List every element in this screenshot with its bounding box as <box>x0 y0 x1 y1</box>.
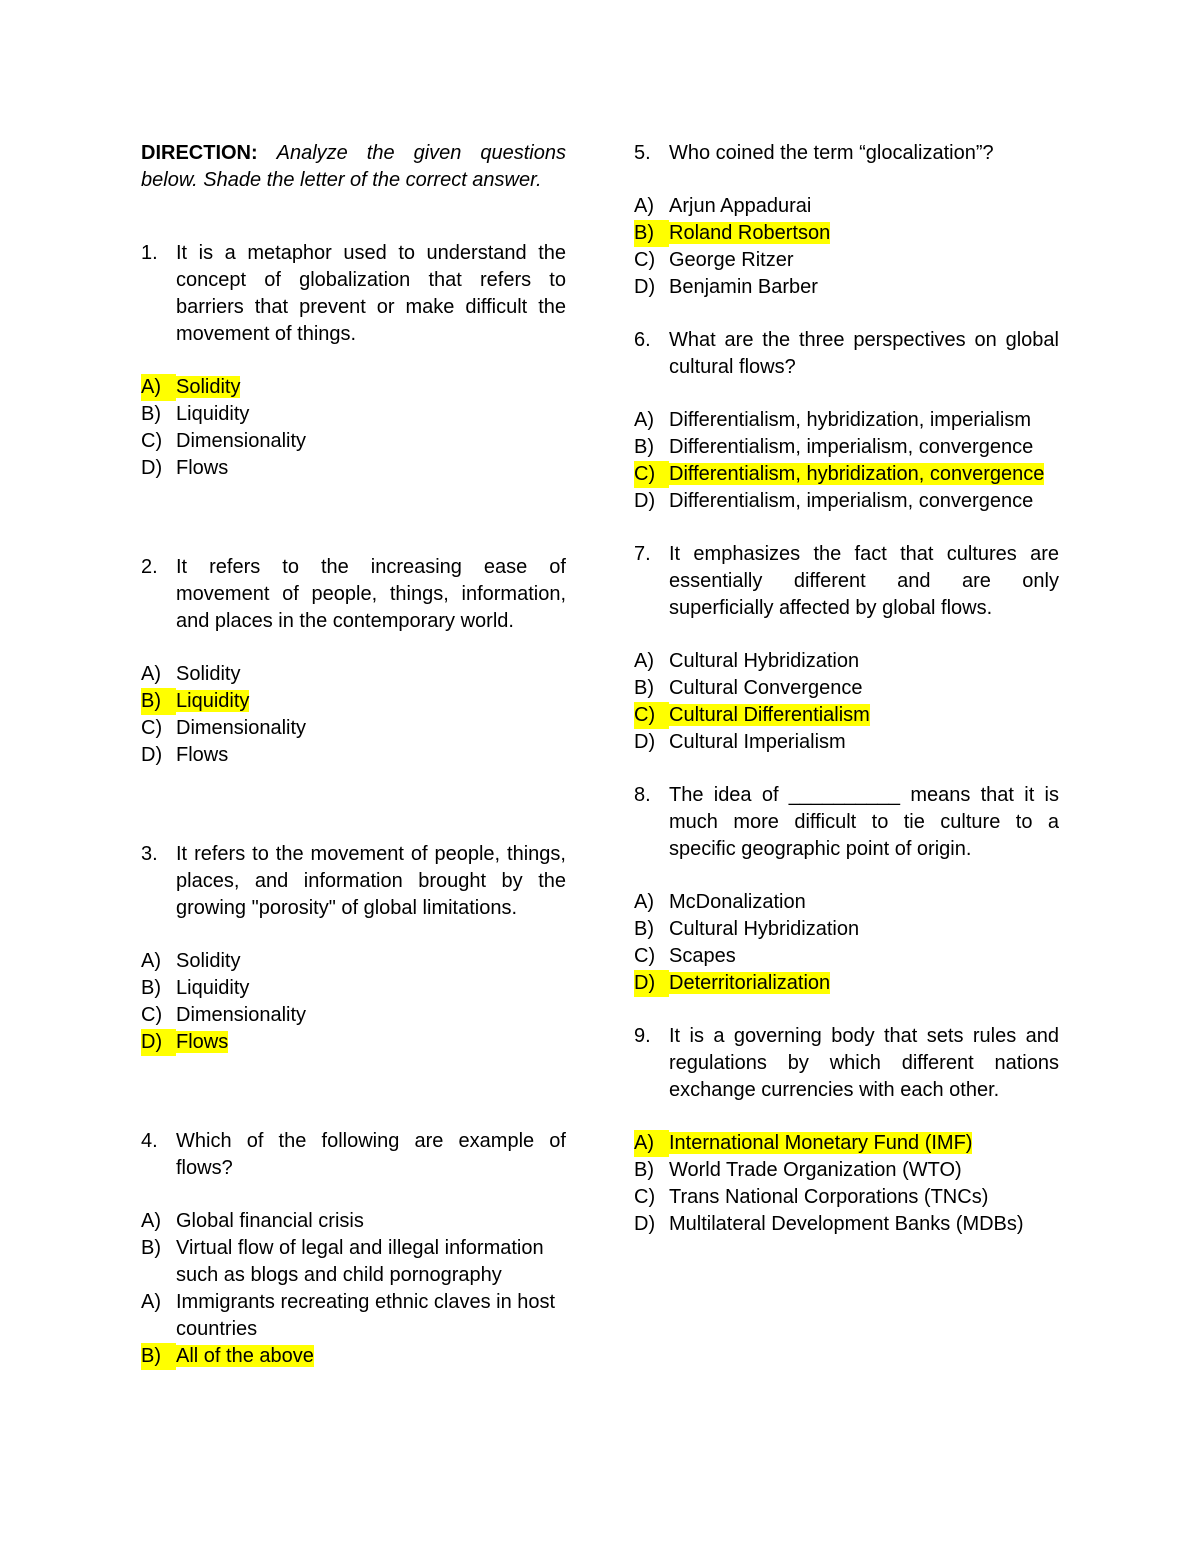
option-letter: B) <box>141 977 161 999</box>
question-number: 3. <box>141 843 158 865</box>
answer-option <box>634 1211 1059 1238</box>
option-letter: A) <box>634 1130 669 1157</box>
option-text: International Monetary Fund (IMF) <box>669 1132 973 1154</box>
option-text-wrapper <box>176 1002 566 1029</box>
question-number: 7. <box>634 543 651 565</box>
answer-option <box>634 675 1059 702</box>
option-text: Differentialism, hybridization, imperialism <box>669 409 1031 431</box>
question-number: 6. <box>634 329 651 351</box>
answer-option <box>141 948 566 975</box>
option-text-wrapper <box>669 461 1059 488</box>
option-letter: A) <box>141 1210 161 1232</box>
direction-label: DIRECTION: <box>141 142 258 164</box>
answer-option <box>141 1002 566 1029</box>
question-block <box>141 1128 566 1370</box>
option-text-wrapper <box>176 1235 566 1289</box>
option-letter: D) <box>141 457 163 479</box>
option-text: Cultural Hybridization <box>669 918 860 940</box>
option-text-wrapper <box>176 661 566 688</box>
option-text: Dimensionality <box>176 1004 307 1026</box>
answer-option <box>634 274 1059 301</box>
question-number: 1. <box>141 242 158 264</box>
option-text: Deterritorialization <box>669 972 831 994</box>
option-text-wrapper <box>176 401 566 428</box>
option-letter: C) <box>634 1186 656 1208</box>
question-block <box>634 327 1059 515</box>
option-text-wrapper <box>669 943 1059 970</box>
answer-options <box>634 193 1059 301</box>
option-text: All of the above <box>176 1345 314 1367</box>
option-text: Liquidity <box>176 403 250 425</box>
answer-option-correct <box>634 1130 1059 1157</box>
question-block <box>141 240 566 482</box>
answer-options <box>634 648 1059 756</box>
question-text: It refers to the movement of people, things, places, and information brought by the growing "porosity" of global limitations. <box>176 843 566 919</box>
option-text: McDonalization <box>669 891 806 913</box>
answer-options <box>634 1130 1059 1238</box>
answer-option <box>634 916 1059 943</box>
option-text-wrapper <box>176 975 566 1002</box>
option-letter: D) <box>634 276 656 298</box>
option-letter: A) <box>634 195 654 217</box>
answer-option <box>634 943 1059 970</box>
question-text: The idea of __________ means that it is much more difficult to tie culture to a specific geographic point of origin. <box>669 784 1059 860</box>
option-letter: C) <box>634 945 656 967</box>
answer-option <box>634 1157 1059 1184</box>
option-text-wrapper <box>669 1211 1059 1238</box>
question-block <box>634 1023 1059 1238</box>
answer-options <box>141 948 566 1056</box>
option-text: Cultural Differentialism <box>669 704 870 726</box>
answer-options <box>141 661 566 769</box>
option-letter: C) <box>634 249 656 271</box>
option-text: Solidity <box>176 663 241 685</box>
question-text: It refers to the increasing ease of movement of people, things, information, and places in the contemporary world. <box>176 556 566 632</box>
answer-option <box>634 193 1059 220</box>
question-stem <box>634 782 1059 863</box>
option-letter: B) <box>634 220 669 247</box>
option-text-wrapper <box>669 247 1059 274</box>
option-text: Flows <box>176 744 229 766</box>
question-stem <box>634 140 1059 167</box>
answer-option <box>141 661 566 688</box>
option-letter: D) <box>141 1029 176 1056</box>
question-block <box>141 841 566 1056</box>
answer-option <box>634 407 1059 434</box>
option-letter: A) <box>141 1291 161 1313</box>
question-number: 8. <box>634 784 651 806</box>
option-text: Cultural Convergence <box>669 677 863 699</box>
option-text-wrapper <box>176 1029 566 1056</box>
answer-option-correct <box>141 374 566 401</box>
option-text-wrapper <box>669 1130 1059 1157</box>
question-stem <box>141 1128 566 1182</box>
option-letter: A) <box>634 409 654 431</box>
option-letter: C) <box>634 702 669 729</box>
option-text: Differentialism, imperialism, convergence <box>669 490 1034 512</box>
direction-paragraph <box>141 140 566 194</box>
option-text: Immigrants recreating ethnic claves in host countries <box>176 1291 556 1340</box>
option-letter: A) <box>141 374 176 401</box>
option-letter: C) <box>634 461 669 488</box>
option-text-wrapper <box>669 407 1059 434</box>
question-block <box>634 782 1059 997</box>
option-text: Arjun Appadurai <box>669 195 812 217</box>
option-text: Solidity <box>176 950 241 972</box>
question-number: 4. <box>141 1130 158 1152</box>
answer-option-correct <box>634 461 1059 488</box>
option-letter: A) <box>634 650 654 672</box>
option-letter: D) <box>141 744 163 766</box>
option-letter: B) <box>634 918 654 940</box>
question-text: It is a metaphor used to understand the concept of globalization that refers to barriers that prevent or make difficult the movement of things. <box>176 242 566 345</box>
question-stem <box>141 240 566 348</box>
answer-option-correct <box>141 1029 566 1056</box>
option-letter: D) <box>634 1213 656 1235</box>
answer-option <box>141 1289 566 1343</box>
option-text-wrapper <box>176 1208 566 1235</box>
direction-text: Analyze the given questions below. Shade the letter of the correct answer. <box>141 142 566 191</box>
question-number: 9. <box>634 1025 651 1047</box>
option-letter: D) <box>634 490 656 512</box>
option-text: Dimensionality <box>176 430 307 452</box>
question-text: It emphasizes the fact that cultures are essentially different and are only superficially affected by global flows. <box>669 543 1059 619</box>
question-stem <box>141 841 566 922</box>
answer-option-correct <box>634 702 1059 729</box>
option-text-wrapper <box>176 742 566 769</box>
question-text: It is a governing body that sets rules and regulations by which different nations exchange currencies with each other. <box>669 1025 1059 1101</box>
answer-option <box>141 428 566 455</box>
option-text: Liquidity <box>176 977 250 999</box>
option-letter: A) <box>141 663 161 685</box>
option-text: Flows <box>176 1031 229 1053</box>
left-column <box>141 140 566 1442</box>
option-text: Differentialism, imperialism, convergence <box>669 436 1034 458</box>
option-text-wrapper <box>176 948 566 975</box>
option-letter: A) <box>141 950 161 972</box>
option-letter: C) <box>141 1004 163 1026</box>
option-text-wrapper <box>176 1343 566 1370</box>
option-text: Cultural Hybridization <box>669 650 860 672</box>
question-text: Who coined the term “glocalization”? <box>669 142 994 164</box>
option-letter: C) <box>141 430 163 452</box>
option-letter: B) <box>141 688 176 715</box>
answer-option <box>141 975 566 1002</box>
answer-option <box>141 715 566 742</box>
option-text-wrapper <box>669 648 1059 675</box>
question-stem <box>141 554 566 635</box>
option-text-wrapper <box>176 688 566 715</box>
option-text-wrapper <box>669 970 1059 997</box>
option-text: Dimensionality <box>176 717 307 739</box>
question-block <box>141 554 566 769</box>
option-text: Flows <box>176 457 229 479</box>
option-text: Solidity <box>176 376 241 398</box>
answer-options <box>634 889 1059 997</box>
answer-options <box>141 374 566 482</box>
answer-options <box>141 1208 566 1370</box>
answer-option <box>141 742 566 769</box>
answer-option <box>634 247 1059 274</box>
answer-option-correct <box>141 1343 566 1370</box>
option-text: World Trade Organization (WTO) <box>669 1159 962 1181</box>
right-column <box>634 140 1059 1264</box>
option-text: Virtual flow of legal and illegal information such as blogs and child pornography <box>176 1237 544 1286</box>
option-letter: C) <box>141 717 163 739</box>
option-text-wrapper <box>669 1184 1059 1211</box>
option-letter: A) <box>634 891 654 913</box>
option-text: Roland Robertson <box>669 222 831 244</box>
option-letter: B) <box>141 1343 176 1370</box>
option-text: George Ritzer <box>669 249 794 271</box>
option-text-wrapper <box>669 220 1059 247</box>
option-text-wrapper <box>176 428 566 455</box>
option-text: Cultural Imperialism <box>669 731 846 753</box>
answer-option <box>634 434 1059 461</box>
question-number: 5. <box>634 142 651 164</box>
answer-option-correct <box>634 220 1059 247</box>
option-text: Scapes <box>669 945 736 967</box>
option-text-wrapper <box>669 702 1059 729</box>
answer-option <box>141 455 566 482</box>
option-text-wrapper <box>176 374 566 401</box>
option-text: Differentialism, hybridization, convergence <box>669 463 1045 485</box>
option-text-wrapper <box>669 675 1059 702</box>
option-text-wrapper <box>669 1157 1059 1184</box>
option-text-wrapper <box>176 715 566 742</box>
option-text-wrapper <box>669 889 1059 916</box>
option-text-wrapper <box>669 274 1059 301</box>
answer-option <box>634 729 1059 756</box>
option-letter: B) <box>141 403 161 425</box>
option-letter: B) <box>141 1237 161 1259</box>
question-number: 2. <box>141 556 158 578</box>
option-letter: B) <box>634 677 654 699</box>
option-text-wrapper <box>669 916 1059 943</box>
option-text-wrapper <box>669 434 1059 461</box>
question-text: What are the three perspectives on global cultural flows? <box>669 329 1059 378</box>
option-text-wrapper <box>669 488 1059 515</box>
option-text-wrapper <box>669 729 1059 756</box>
option-text: Multilateral Development Banks (MDBs) <box>669 1213 1024 1235</box>
answer-option <box>634 488 1059 515</box>
option-text-wrapper <box>176 1289 566 1343</box>
question-stem <box>634 1023 1059 1104</box>
option-letter: B) <box>634 436 654 458</box>
option-text: Trans National Corporations (TNCs) <box>669 1186 989 1208</box>
answer-option <box>634 1184 1059 1211</box>
question-block <box>634 140 1059 301</box>
answer-option <box>634 648 1059 675</box>
option-text-wrapper <box>176 455 566 482</box>
option-text-wrapper <box>669 193 1059 220</box>
option-text: Global financial crisis <box>176 1210 364 1232</box>
option-letter: D) <box>634 970 669 997</box>
answer-option-correct <box>634 970 1059 997</box>
answer-option <box>634 889 1059 916</box>
option-text: Benjamin Barber <box>669 276 818 298</box>
answer-option <box>141 1208 566 1235</box>
question-block <box>634 541 1059 756</box>
answer-option <box>141 401 566 428</box>
option-text: Liquidity <box>176 690 250 712</box>
question-text: Which of the following are example of flows? <box>176 1130 566 1179</box>
question-stem <box>634 541 1059 622</box>
option-letter: D) <box>634 731 656 753</box>
answer-option-correct <box>141 688 566 715</box>
option-letter: B) <box>634 1159 654 1181</box>
answer-option <box>141 1235 566 1289</box>
question-stem <box>634 327 1059 381</box>
answer-options <box>634 407 1059 515</box>
